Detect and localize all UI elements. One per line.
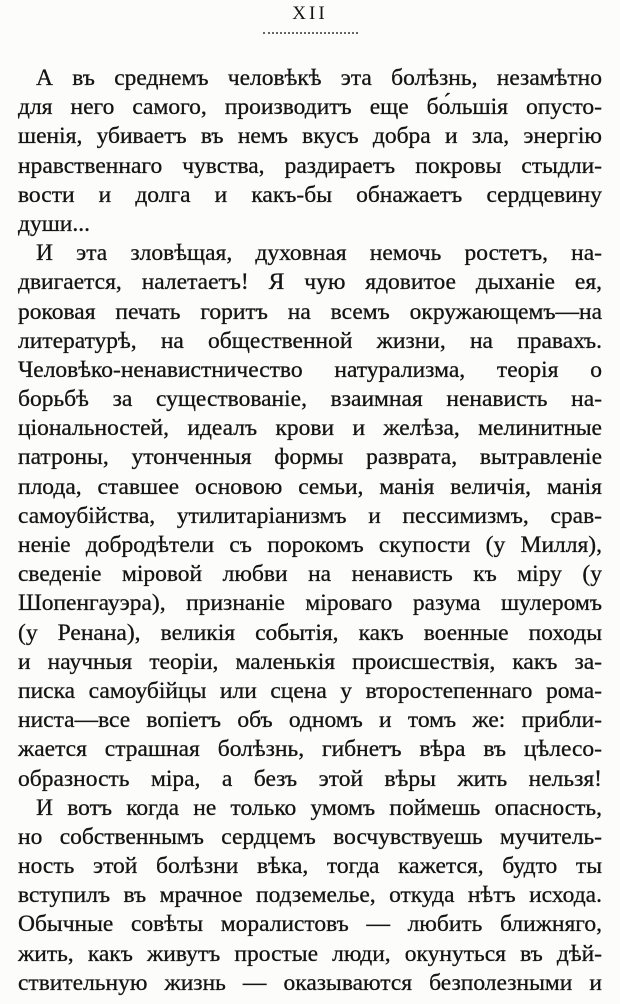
paragraph: [18, 794, 602, 998]
text-line: ствительную жизнь — оказываются безполезными и: [18, 969, 602, 996]
text-line: жается страшная болѣзнь, гибнетъ вѣра въ цѣлесо-: [18, 736, 602, 763]
text-line: писка самоубійцы или сцена у второстепеннаго рома-: [18, 677, 602, 704]
body-text: [18, 64, 602, 998]
text-line: (у Ренана), великія событія, какъ военные походы: [18, 619, 602, 646]
text-line: Человѣко-ненавистничество натурализма, теорія о: [18, 356, 602, 383]
paragraph: [18, 64, 602, 239]
text-line: но собственнымъ сердцемъ восчувствуешь мучитель-: [18, 823, 602, 850]
text-line: борьбѣ за существованіе, взаимная ненависть на-: [18, 386, 602, 413]
text-line: сведеніе міровой любви на ненависть къ міру (у: [18, 561, 602, 588]
text-line: ціональностей, идеалъ крови и желѣза, мелинитные: [18, 415, 602, 442]
text-line: души...: [18, 210, 91, 237]
header-dotted-rule: [263, 32, 358, 34]
text-line: образность міра, а безъ этой вѣры жить нельзя!: [18, 765, 602, 792]
text-line: ность этой болѣзни вѣка, тогда кажется, будто ты: [18, 853, 602, 880]
text-line: А въ среднемъ человѣкѣ эта болѣзнь, незамѣтно: [36, 65, 602, 91]
text-line: роковая печать горитъ на всемъ окружающемъ—на: [18, 298, 602, 325]
paragraph: [18, 239, 602, 794]
text-line: и научныя теоріи, маленькія происшествія, какъ за-: [18, 648, 602, 675]
text-line: ниста—все вопіетъ объ одномъ и томъ же: прибли-: [18, 707, 602, 734]
text-line: самоубійства, утилитаріанизмъ и пессимизмъ, срав-: [18, 502, 602, 529]
text-line: патроны, утонченныя формы разврата, вытравленіе: [18, 444, 602, 471]
text-line: Обычные совѣты моралистовъ — любить ближняго,: [18, 911, 602, 938]
text-line: двигается, налетаетъ! Я чую ядовитое дыханіе ея,: [18, 269, 602, 296]
text-line: И вотъ когда не только умомъ поймешь опасность,: [36, 794, 602, 821]
text-line: шенія, убиваетъ въ немъ вкусъ добра и зла, энергію: [18, 123, 602, 150]
text-line: нравственнаго чувства, раздираетъ покровы стыдли-: [18, 152, 602, 179]
text-line: жить, какъ живутъ простые люди, окунуться въ дѣй-: [18, 940, 602, 967]
text-line: Шопенгауэра), признаніе міроваго разума шулеромъ: [18, 590, 602, 617]
text-line: плода, ставшее основою семьи, манія величія, манія: [18, 473, 602, 500]
page-number: XII: [292, 3, 328, 24]
text-line: неніе добродѣтели съ порокомъ скупости (у Милля),: [18, 532, 602, 558]
text-line: И эта зловѣщая, духовная немочь ростетъ, на-: [36, 240, 602, 267]
text-line: литературѣ, на общественной жизни, на правахъ.: [18, 327, 602, 354]
text-line: вступилъ въ мрачное подземелье, откуда нѣтъ исхода.: [18, 882, 602, 909]
text-line: вости и долга и какъ-бы обнажаетъ сердцевину: [18, 181, 602, 208]
text-line: для него самого, производитъ еще бо́льшія опусто-: [18, 94, 602, 121]
